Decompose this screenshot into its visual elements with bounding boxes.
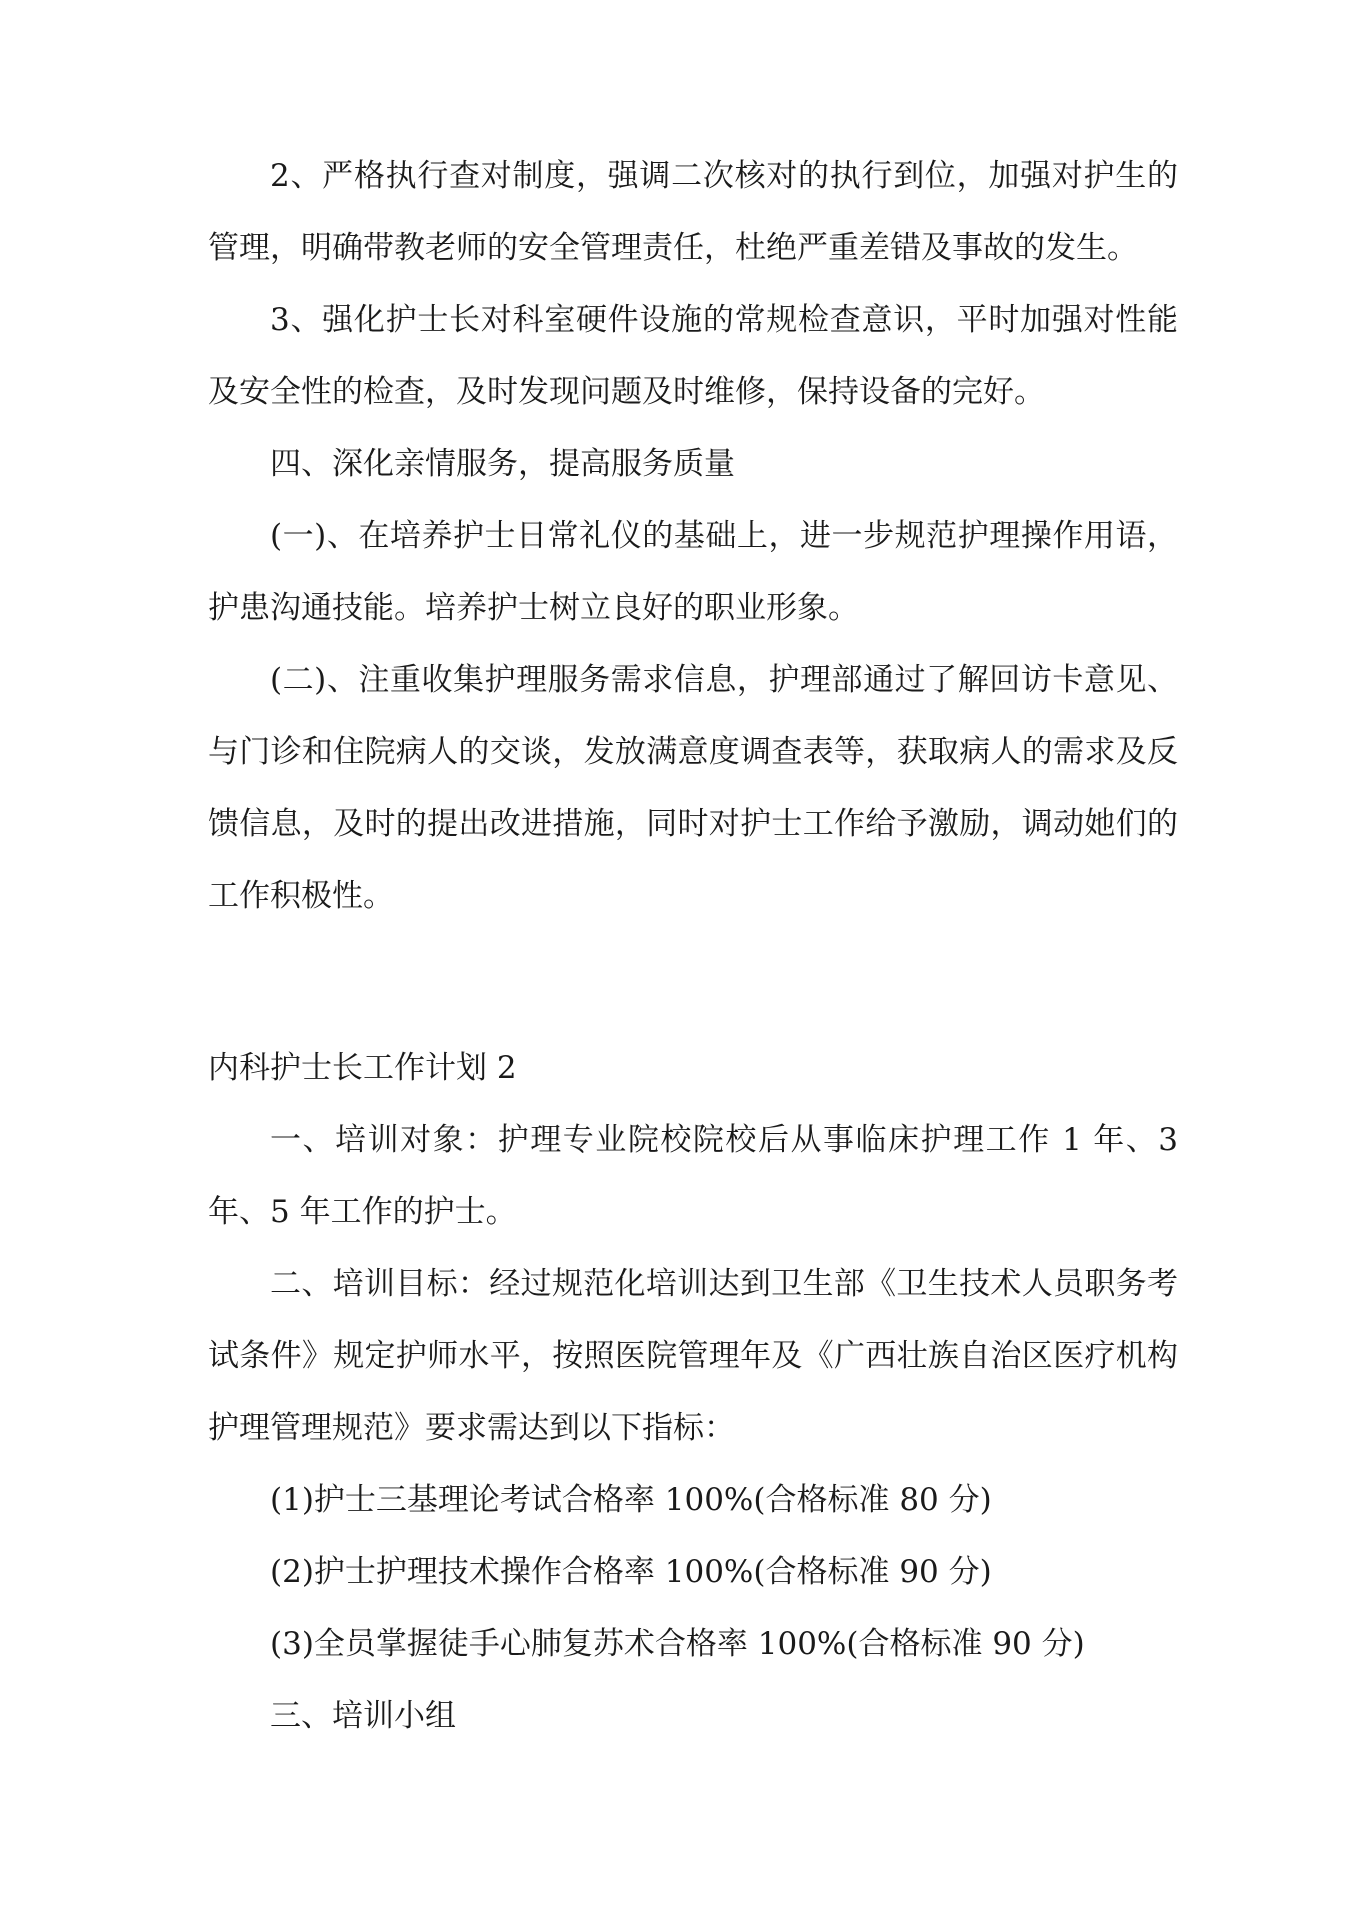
paragraph-checking-system: 2、严格执行查对制度，强调二次核对的执行到位，加强对护生的管理，明确带教老师的安全管理责任，杜绝严重差错及事故的发生。 (208, 158, 1178, 266)
paragraph-etiquette: (一)、在培养护士日常礼仪的基础上，进一步规范护理操作用语，护患沟通技能。培养护士树立良好的职业形象。 (208, 518, 1178, 626)
paragraph-training-group: 三、培训小组 (270, 1698, 456, 1734)
section-spacer (208, 932, 1178, 1032)
paragraph-training-goal: 二、培训目标：经过规范化培训达到卫生部《卫生技术人员职务考试条件》规定护师水平，按照医院管理年及《广西壮族自治区医疗机构护理管理规范》要求需达到以下指标： (208, 1266, 1178, 1446)
list-item-theory-exam: (1)护士三基理论考试合格率 100%(合格标准 80 分) (270, 1482, 992, 1518)
document-body (208, 140, 1178, 1752)
paragraph-feedback: (二)、注重收集护理服务需求信息，护理部通过了解回访卡意见、与门诊和住院病人的交谈，发放满意度调查表等，获取病人的需求及反馈信息，及时的提出改进措施，同时对护士工作给予激励，调动她们的工作积极性。 (208, 662, 1178, 914)
paragraph-equipment-inspection: 3、强化护士长对科室硬件设施的常规检查意识，平时加强对性能及安全性的检查，及时发现问题及时维修，保持设备的完好。 (208, 302, 1178, 410)
list-item-cpr: (3)全员掌握徒手心肺复苏术合格率 100%(合格标准 90 分) (270, 1626, 1085, 1662)
paragraph-training-target: 一、培训对象：护理专业院校院校后从事临床护理工作 1 年、3 年、5 年工作的护士。 (208, 1122, 1178, 1230)
paragraph-service-quality-heading: 四、深化亲情服务，提高服务质量 (270, 446, 735, 482)
section-title: 内科护士长工作计划 2 (208, 1050, 517, 1086)
list-item-skill-operation: (2)护士护理技术操作合格率 100%(合格标准 90 分) (270, 1554, 992, 1590)
